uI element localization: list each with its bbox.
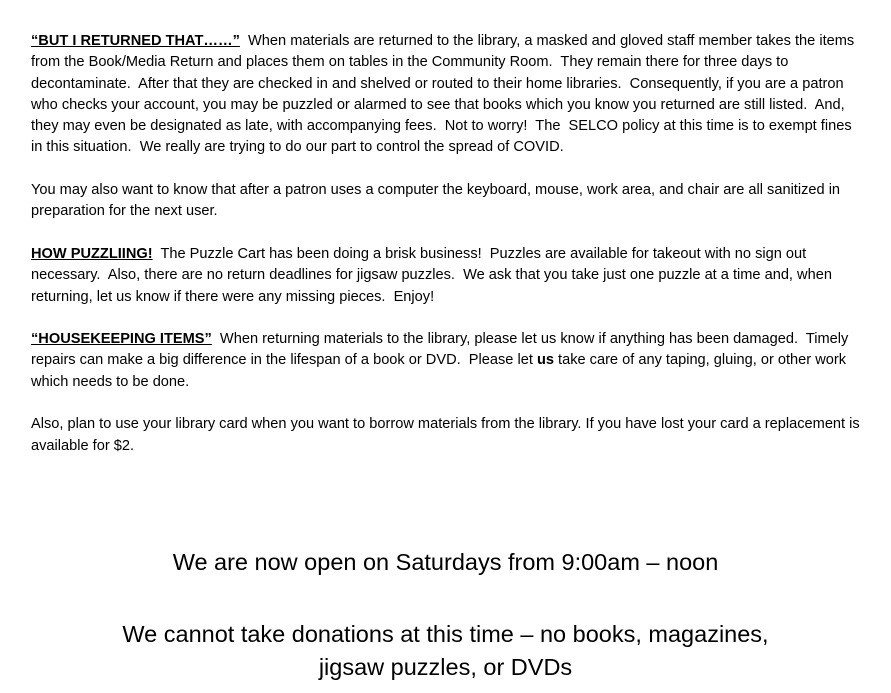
saturday-hours-notice: We are now open on Saturdays from 9:00am – noon xyxy=(172,549,719,575)
housekeeping-text-after: take care of any taping, gluing, or other work which needs to be done. xyxy=(31,352,851,390)
donations-notice-line-2: jigsaw puzzles, or DVDs xyxy=(318,654,573,680)
housekeeping-emphasis: us xyxy=(536,352,554,369)
paragraph-puzzles xyxy=(31,244,863,308)
paragraph-housekeeping xyxy=(31,329,863,393)
library-card-text: Also, plan to use your library card when you want to borrow materials from the library. If you have lost your card a replacement is available for $2. xyxy=(31,416,860,454)
paragraph-returned-items xyxy=(31,31,863,159)
paragraph-library-card xyxy=(31,414,863,457)
paragraph-computer-sanitizing xyxy=(31,180,863,223)
returned-items-text: When materials are returned to the library, a masked and gloved staff member takes the items from the Book/Media Return and places them on tables in the Community Room. They remain there for three days to decontaminate. After that they are checked in and shelved or routed to their home libraries. Consequently, if you are a patron who checks your account, you may be puzzled or alarmed to see that books which you know you returned are still listed. And, they may even be designated as late, with accompanying fees. Not to worry! The SELCO policy at this time is to exempt fines in this situation. We really are trying to do our part to control the spread of COVID. xyxy=(31,33,859,156)
computer-sanitizing-text: You may also want to know that after a patron uses a computer the keyboard, mouse, work area, and chair are all sanitized in preparation for the next user. xyxy=(31,182,841,220)
heading-housekeeping-items: “HOUSEKEEPING ITEMS” xyxy=(31,331,212,348)
puzzles-text: The Puzzle Cart has been doing a brisk business! Puzzles are available for takeout with no sign out necessary. Also, there are no return deadlines for jigsaw puzzles. We ask that you take just one puzzle at a time and, when returning, let us know if there were any missing pieces. Enjoy! xyxy=(31,245,836,305)
donations-notice-line-1: We cannot take donations at this time – no books, magazines, xyxy=(122,621,769,647)
donations-notice xyxy=(0,618,891,684)
heading-how-puzzling: HOW PUZZLIING! xyxy=(31,245,153,262)
heading-but-i-returned-that: “BUT I RETURNED THAT……” xyxy=(31,33,240,49)
document-body xyxy=(31,31,863,478)
housekeeping-text-before: When returning materials to the library, please let us know if anything has been damaged. Timely repairs can make a big difference in the lifespan of a book or DVD. Please let xyxy=(31,331,853,369)
